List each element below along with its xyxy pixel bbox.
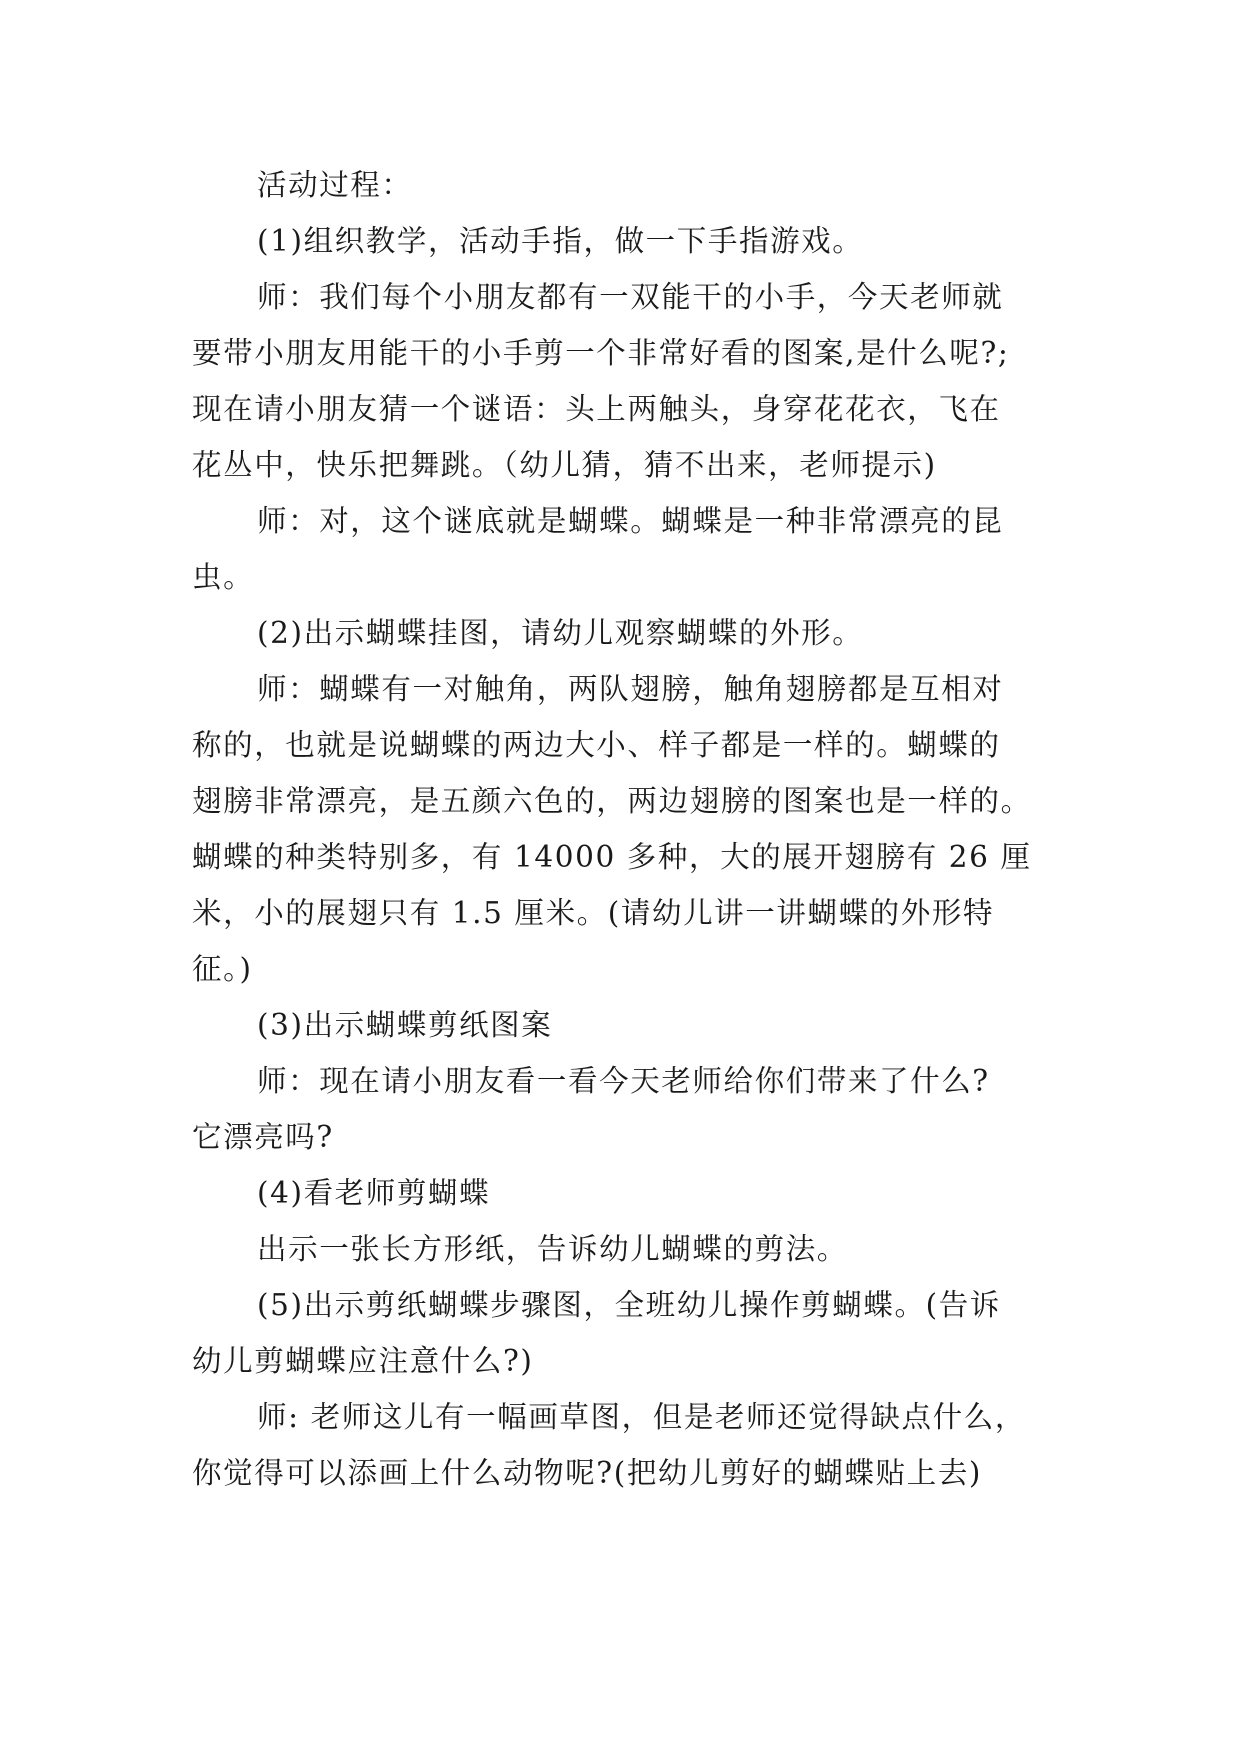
paragraph-line: 蝴蝶的种类特别多，有 14000 多种，大的展开翅膀有 26 厘 (192, 840, 1032, 874)
paragraph-line: 花丛中，快乐把舞跳。（幼儿猜，猜不出来，老师提示) (192, 448, 937, 482)
section-heading: 活动过程： (257, 168, 413, 202)
paragraph-line: 它漂亮吗? (192, 1120, 334, 1154)
paragraph-line: 翅膀非常漂亮，是五颜六色的，两边翅膀的图案也是一样的。 (192, 784, 1032, 818)
paragraph-line: 要带小朋友用能干的小手剪一个非常好看的图案,是什么呢?; (192, 336, 1010, 370)
paragraph-line: 虫。 (192, 560, 255, 594)
step-4-text: (4)看老师剪蝴蝶 (257, 1176, 491, 1210)
paragraph-line: 师：我们每个小朋友都有一双能干的小手，今天老师就 (257, 280, 1004, 314)
paragraph-line: 米，小的展翅只有 1.5 厘米。(请幼儿讲一讲蝴蝶的外形特 (192, 896, 995, 930)
step-2-text: (2)出示蝴蝶挂图，请幼儿观察蝴蝶的外形。 (257, 616, 864, 650)
paragraph-line: 师：现在请小朋友看一看今天老师给你们带来了什么? (257, 1064, 990, 1098)
paragraph-line: 现在请小朋友猜一个谜语：头上两触头，身穿花花衣，飞在 (192, 392, 1001, 426)
paragraph-line: 师: 老师这儿有一幅画草图，但是老师还觉得缺点什么， (257, 1400, 1026, 1434)
step-3-text: (3)出示蝴蝶剪纸图案 (257, 1008, 553, 1042)
paragraph-line: 称的，也就是说蝴蝶的两边大小、样子都是一样的。蝴蝶的 (192, 728, 1001, 762)
paragraph-line: 师：蝴蝶有一对触角，两队翅膀，触角翅膀都是互相对 (257, 672, 1004, 706)
step-5-text: (5)出示剪纸蝴蝶步骤图，全班幼儿操作剪蝴蝶。(告诉 (257, 1288, 1001, 1322)
paragraph-line: 征。) (192, 952, 253, 986)
paragraph-line: 师：对，这个谜底就是蝴蝶。蝴蝶是一种非常漂亮的昆 (257, 504, 1004, 538)
step-1-text: (1)组织教学，活动手指，做一下手指游戏。 (257, 224, 864, 258)
paragraph-line: 出示一张长方形纸，告诉幼儿蝴蝶的剪法。 (257, 1232, 848, 1266)
paragraph-line: 你觉得可以添画上什么动物呢?(把幼儿剪好的蝴蝶贴上去) (192, 1456, 983, 1490)
paragraph-line: 幼儿剪蝴蝶应注意什么?) (192, 1344, 534, 1378)
